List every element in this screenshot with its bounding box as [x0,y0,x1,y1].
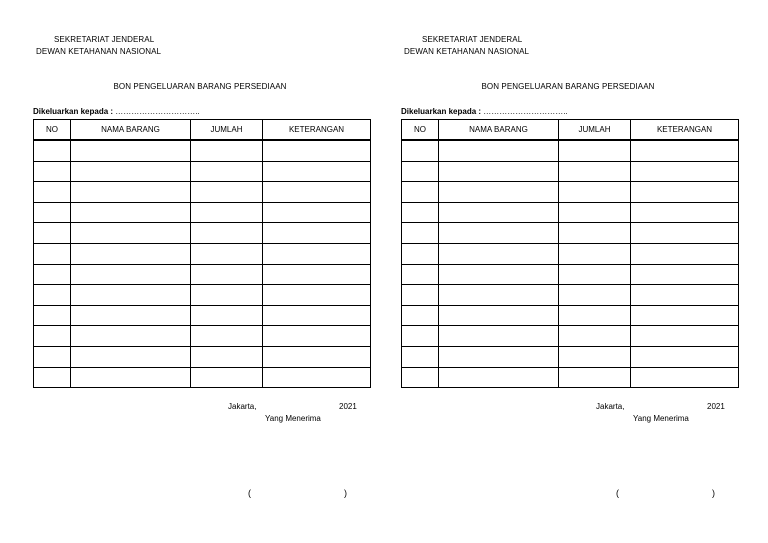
cell-no [34,367,71,388]
cell-no [402,243,439,264]
cell-no [402,161,439,182]
cell-no [402,305,439,326]
table-row [34,161,371,182]
org-line-1: SEKRETARIAT JENDERAL [54,35,155,44]
cell-nama-barang [71,182,191,203]
items-table [401,119,739,388]
cell-jumlah [191,367,263,388]
cell-keterangan [263,202,371,223]
cell-nama-barang [71,140,191,161]
cell-no [402,223,439,244]
cell-keterangan [263,305,371,326]
cell-jumlah [191,326,263,347]
cell-nama-barang [71,326,191,347]
table-header-row [34,120,371,141]
cell-keterangan [263,326,371,347]
cell-keterangan [631,264,739,285]
column-header-no: NO [34,120,71,141]
cell-nama-barang [439,264,559,285]
signature-paren-open: ( [248,488,251,498]
cell-nama-barang [439,285,559,306]
cell-keterangan [631,346,739,367]
cell-nama-barang [439,202,559,223]
column-header-nama-barang: NAMA BARANG [71,120,191,141]
signature-place: Jakarta, [596,402,625,411]
recipient-label: Dikeluarkan kepada : [401,107,482,116]
cell-nama-barang [71,202,191,223]
cell-jumlah [191,264,263,285]
cell-nama-barang [71,367,191,388]
recipient-blank: ………………………….. [483,107,568,116]
cell-no [402,182,439,203]
cell-jumlah [559,346,631,367]
recipient-label: Dikeluarkan kepada : [33,107,114,116]
items-table [33,119,371,388]
cell-jumlah [191,346,263,367]
cell-keterangan [631,182,739,203]
table-row [402,264,739,285]
cell-keterangan [263,285,371,306]
signature-paren-close: ) [344,488,347,498]
cell-keterangan [631,140,739,161]
cell-nama-barang [71,305,191,326]
cell-nama-barang [71,346,191,367]
column-header-jumlah: JUMLAH [559,120,631,141]
cell-jumlah [559,161,631,182]
org-line-2: DEWAN KETAHANAN NASIONAL [404,47,530,56]
cell-no [402,367,439,388]
cell-jumlah [559,182,631,203]
table-row [402,285,739,306]
cell-jumlah [559,243,631,264]
form-title: BON PENGELUARAN BARANG PERSEDIAAN [481,82,655,91]
form-title: BON PENGELUARAN BARANG PERSEDIAAN [113,82,287,91]
table-row [402,305,739,326]
table-row [34,182,371,203]
cell-nama-barang [439,305,559,326]
cell-nama-barang [71,161,191,182]
cell-jumlah [191,285,263,306]
cell-no [402,264,439,285]
organization-header [404,34,529,58]
cell-jumlah [559,285,631,306]
table-row [402,182,739,203]
signature-year: 2021 [339,402,357,411]
cell-nama-barang [439,243,559,264]
cell-nama-barang [71,223,191,244]
recipient-line [33,107,200,116]
table-row [402,367,739,388]
signature-place: Jakarta, [228,402,257,411]
cell-jumlah [191,223,263,244]
cell-nama-barang [71,285,191,306]
organization-header [36,34,161,58]
table-row [402,223,739,244]
cell-keterangan [263,346,371,367]
requisition-form-left [30,0,370,543]
cell-keterangan [263,367,371,388]
cell-keterangan [263,264,371,285]
cell-nama-barang [439,326,559,347]
cell-no [34,326,71,347]
table-row [34,264,371,285]
cell-nama-barang [71,264,191,285]
cell-no [34,346,71,367]
cell-no [34,285,71,306]
table-row [402,346,739,367]
cell-jumlah [191,161,263,182]
table-row [34,223,371,244]
cell-keterangan [631,305,739,326]
cell-no [34,202,71,223]
cell-keterangan [263,223,371,244]
org-line-2: DEWAN KETAHANAN NASIONAL [36,47,162,56]
column-header-nama-barang: NAMA BARANG [439,120,559,141]
column-header-jumlah: JUMLAH [191,120,263,141]
signature-paren-open: ( [616,488,619,498]
table-row [34,285,371,306]
table-row [34,346,371,367]
cell-no [34,161,71,182]
table-row [402,243,739,264]
cell-nama-barang [439,367,559,388]
table-header-row [402,120,739,141]
cell-no [34,223,71,244]
cell-jumlah [559,264,631,285]
cell-keterangan [631,243,739,264]
table-row [402,326,739,347]
table-row [402,161,739,182]
cell-no [34,305,71,326]
column-header-keterangan: KETERANGAN [263,120,371,141]
receiver-label: Yang Menerima [633,414,689,423]
cell-keterangan [631,367,739,388]
column-header-no: NO [402,120,439,141]
cell-keterangan [263,182,371,203]
cell-nama-barang [439,182,559,203]
cell-no [402,326,439,347]
table-row [34,326,371,347]
cell-no [34,182,71,203]
cell-jumlah [191,243,263,264]
cell-no [34,140,71,161]
cell-keterangan [263,161,371,182]
cell-keterangan [263,140,371,161]
cell-keterangan [263,243,371,264]
table-row [402,140,739,161]
table-row [34,305,371,326]
cell-jumlah [191,182,263,203]
cell-jumlah [559,367,631,388]
signature-paren-close: ) [712,488,715,498]
recipient-line [401,107,568,116]
cell-jumlah [559,202,631,223]
cell-jumlah [191,305,263,326]
cell-nama-barang [439,161,559,182]
table-row [34,140,371,161]
receiver-label: Yang Menerima [265,414,321,423]
cell-jumlah [191,202,263,223]
cell-no [402,346,439,367]
cell-keterangan [631,326,739,347]
cell-jumlah [559,305,631,326]
cell-jumlah [559,140,631,161]
table-row [402,202,739,223]
cell-nama-barang [439,140,559,161]
cell-no [402,202,439,223]
table-body [34,140,371,388]
cell-no [402,285,439,306]
column-header-keterangan: KETERANGAN [631,120,739,141]
cell-jumlah [191,140,263,161]
cell-keterangan [631,285,739,306]
cell-keterangan [631,202,739,223]
cell-nama-barang [71,243,191,264]
requisition-form-right [398,0,738,543]
table-row [34,367,371,388]
table-row [34,202,371,223]
table-row [34,243,371,264]
cell-no [34,243,71,264]
cell-nama-barang [439,346,559,367]
cell-nama-barang [439,223,559,244]
signature-year: 2021 [707,402,725,411]
cell-keterangan [631,223,739,244]
cell-jumlah [559,223,631,244]
cell-no [402,140,439,161]
table-body [402,140,739,388]
org-line-1: SEKRETARIAT JENDERAL [422,35,523,44]
cell-keterangan [631,161,739,182]
recipient-blank: ………………………….. [115,107,200,116]
cell-no [34,264,71,285]
cell-jumlah [559,326,631,347]
